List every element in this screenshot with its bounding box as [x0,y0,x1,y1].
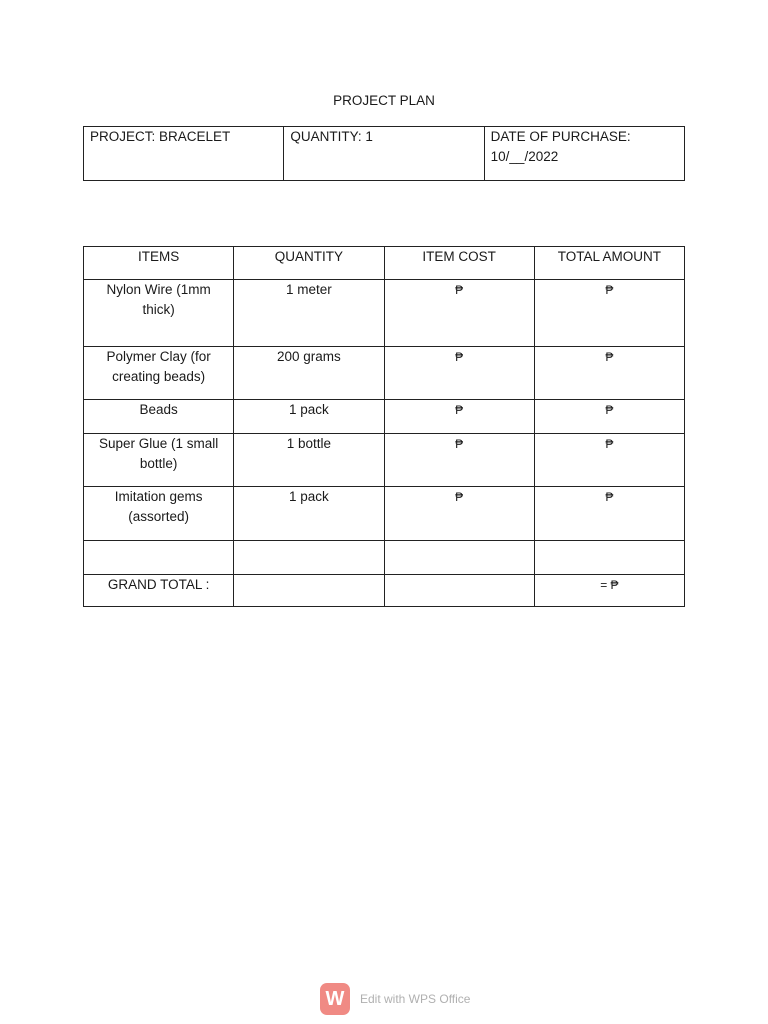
project-info-table [83,126,685,181]
date-value: 10/__/2022 [490,149,559,164]
grand-total-label: GRAND TOTAL : [84,575,234,607]
item-cost: ₱ [384,434,534,487]
item-name: Super Glue (1 small bottle) [84,434,234,487]
item-name: Nylon Wire (1mm thick) [84,280,234,347]
project-cell [84,127,284,181]
wps-watermark[interactable] [320,983,470,1015]
table-row [84,347,685,400]
empty-cell [84,541,234,575]
item-total: ₱ [534,400,684,434]
grand-total-value: = ₱ [534,575,684,607]
item-name: Imitation gems (assorted) [84,487,234,541]
date-cell [484,127,684,181]
items-table [83,246,685,607]
wps-logo-icon: W [320,983,350,1015]
quantity-label: QUANTITY: 1 [290,129,373,144]
wps-watermark-text: Edit with WPS Office [360,992,471,1006]
header-total-amount: TOTAL AMOUNT [534,247,684,280]
item-quantity: 200 grams [234,347,384,400]
header-item-cost: ITEM COST [384,247,534,280]
item-cost: ₱ [384,347,534,400]
item-total: ₱ [534,434,684,487]
table-row [84,400,685,434]
item-quantity: 1 pack [234,487,384,541]
item-cost: ₱ [384,487,534,541]
empty-cell [534,541,684,575]
table-row [84,434,685,487]
empty-cell [234,541,384,575]
grand-total-row [84,575,685,607]
empty-row [84,541,685,575]
item-quantity: 1 meter [234,280,384,347]
date-label: DATE OF PURCHASE: [490,129,631,144]
table-row [84,280,685,347]
item-total: ₱ [534,487,684,541]
item-cost: ₱ [384,400,534,434]
item-quantity: 1 bottle [234,434,384,487]
header-row [84,247,685,280]
table-row [84,487,685,541]
item-quantity: 1 pack [234,400,384,434]
quantity-cell [284,127,484,181]
empty-cell [234,575,384,607]
item-name: Beads [84,400,234,434]
item-total: ₱ [534,280,684,347]
item-cost: ₱ [384,280,534,347]
empty-cell [384,541,534,575]
header-items: ITEMS [84,247,234,280]
item-total: ₱ [534,347,684,400]
page-title: PROJECT PLAN [333,93,435,108]
header-quantity: QUANTITY [234,247,384,280]
item-name: Polymer Clay (for creating beads) [84,347,234,400]
project-label: PROJECT: BRACELET [90,129,231,144]
empty-cell [384,575,534,607]
